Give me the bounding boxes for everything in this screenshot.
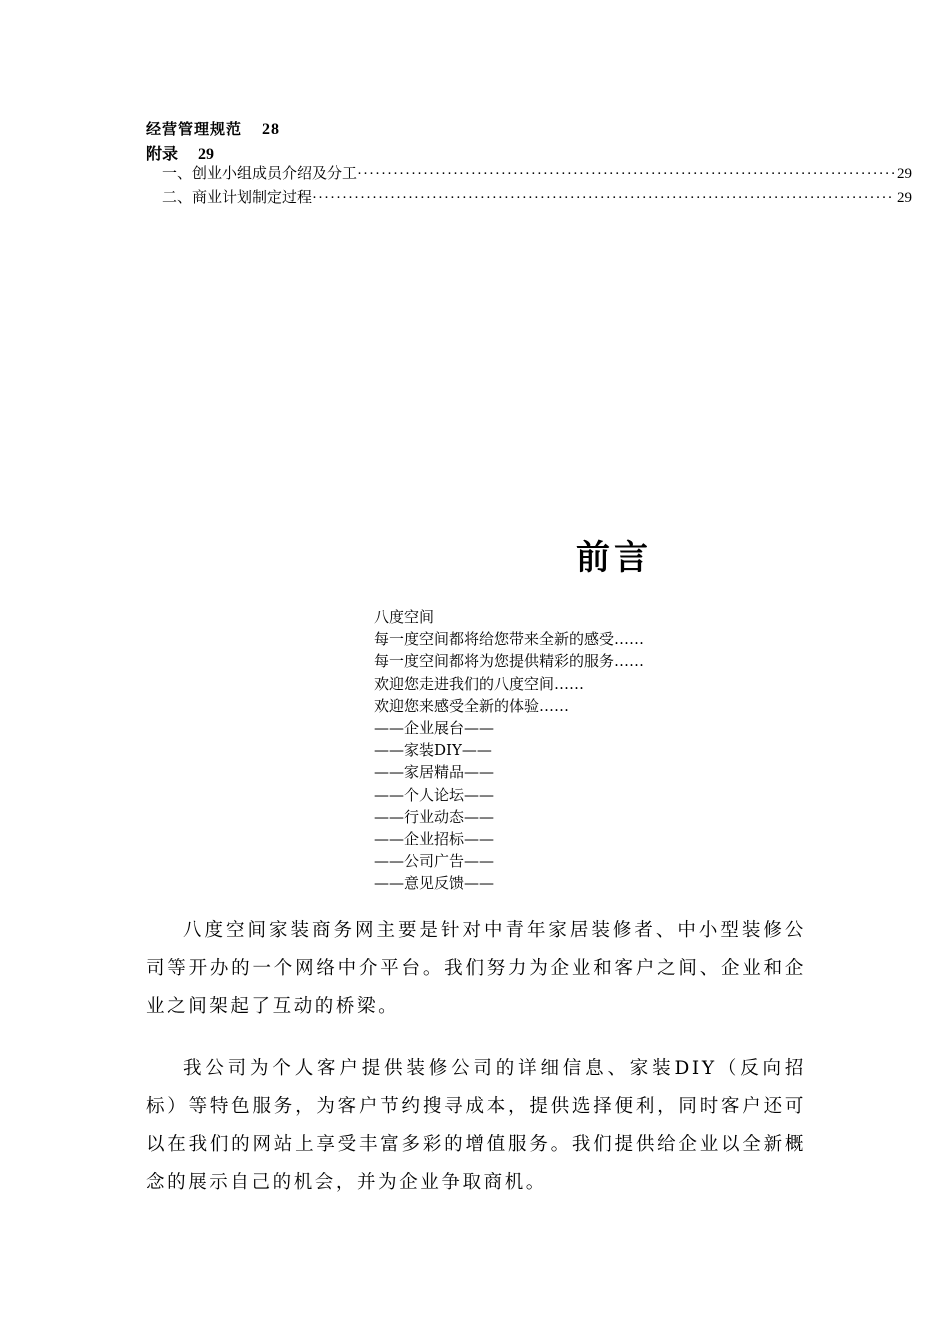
poem-line: ——意见反馈—— (374, 874, 495, 893)
poem-line: ——企业招标—— (374, 829, 495, 848)
toc-leader-dots (312, 190, 895, 207)
toc-heading-business-management[interactable] (146, 118, 280, 139)
toc-entry-title: 一、创业小组成员介绍及分工 (162, 166, 358, 182)
toc-heading-page: 29 (198, 146, 215, 163)
poem-line: 欢迎您走进我们的八度空间…… (374, 674, 585, 693)
poem-line: 每一度空间都将为您提供精彩的服务…… (374, 652, 645, 671)
poem-line: ——个人论坛—— (374, 785, 495, 804)
toc-heading-page: 28 (262, 121, 281, 138)
toc-heading-title: 附录 (146, 144, 179, 163)
toc-heading-appendix[interactable] (146, 141, 214, 164)
preface-paragraph: 我公司为个人客户提供装修公司的详细信息、家装DIY（反向招标）等特色服务，为客户节约搜寻成本，提供选择便利，同时客户还可以在我们的网站上享受丰富多彩的增值服务。我们提供给企业以全新概念的展示自己的机会，并为企业争取商机。 (146, 1058, 806, 1193)
toc-entry-team-intro[interactable] (162, 162, 912, 182)
poem-line: ——家居精品—— (374, 763, 495, 782)
toc-entry-page: 29 (897, 166, 912, 182)
toc-leader-dots (357, 166, 895, 183)
toc-entry-plan-process[interactable] (162, 186, 912, 206)
poem-line: ——公司广告—— (374, 852, 495, 871)
toc-heading-title: 经营管理规范 (146, 120, 243, 138)
toc-entry-page: 29 (897, 190, 912, 206)
poem-line: ——行业动态—— (374, 807, 495, 826)
poem-line: ——企业展台—— (374, 718, 495, 737)
poem-line: 欢迎您来感受全新的体验…… (374, 696, 570, 715)
toc-entry-title: 二、商业计划制定过程 (162, 190, 313, 206)
preface-poem (374, 606, 644, 894)
poem-line: 每一度空间都将给您带来全新的感受…… (374, 630, 645, 649)
preface-paragraph: 八度空间家装商务网主要是针对中青年家居装修者、中小型装修公司等开办的一个网络中介平台。我们努力为企业和客户之间、企业和企业之间架起了互动的桥梁。 (146, 920, 806, 1017)
preface-title: 前言 (576, 538, 652, 578)
poem-line: ——家装DIY—— (374, 741, 492, 760)
poem-line: 八度空间 (374, 608, 435, 626)
